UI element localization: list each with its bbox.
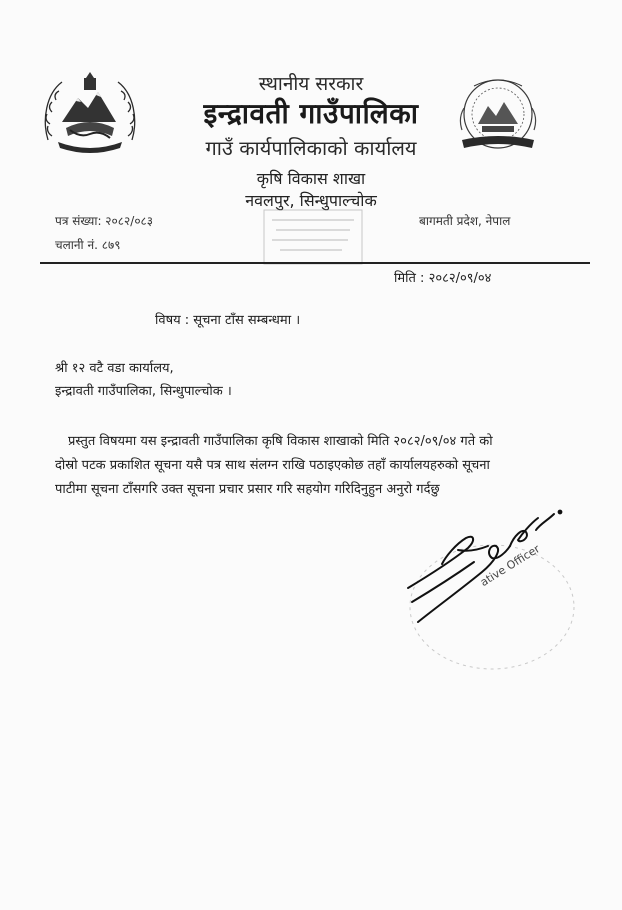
body-line-3: पाटीमा सूचना टाँसगरि उक्त सूचना प्रचार प्रसार गरि सहयोग गरिदिनुहुन अनुरो गर्दछु bbox=[55, 482, 440, 497]
officer-signature bbox=[398, 506, 573, 626]
local-government-subtitle: स्थानीय सरकार bbox=[258, 73, 364, 95]
municipality-title: इन्द्रावती गाउँपालिका bbox=[203, 97, 419, 130]
recipient-line-2: इन्द्रावती गाउँपालिका, सिन्धुपाल्चोक । bbox=[55, 384, 232, 399]
office-stamp bbox=[258, 204, 368, 270]
body-line-2: दोस्रो पटक प्रकाशित सूचना यसै पत्र साथ संलग्न राखि पठाइएकोछ तहाँ कार्यालयहरुको सूचना bbox=[55, 458, 490, 473]
dispatch-number: चलानी नं. ८७९ bbox=[55, 238, 121, 252]
province-label: बागमती प्रदेश, नेपाल bbox=[419, 214, 511, 228]
recipient-line-1: श्री १२ वटै वडा कार्यालय, bbox=[55, 361, 174, 376]
office-title: गाउँ कार्यपालिकाको कार्यालय bbox=[205, 136, 417, 160]
seal-text: ative Officer bbox=[478, 542, 543, 590]
header-divider bbox=[40, 262, 590, 264]
letter-reference-number: पत्र संख्या: २०८२/०८३ bbox=[55, 214, 154, 228]
branch-name: कृषि विकास शाखा bbox=[256, 169, 366, 188]
office-address: नवलपुर, सिन्धुपाल्चोक bbox=[245, 191, 377, 210]
letter-subject: विषय : सूचना टाँस सम्बन्धमा । bbox=[155, 313, 301, 328]
letter-date: मिति : २०८२/०९/०४ bbox=[394, 271, 492, 286]
body-line-1: प्रस्तुत विषयमा यस इन्द्रावती गाउँपालिका कृषि विकास शाखाको मिति २०८२/०९/०४ गते को bbox=[68, 434, 493, 449]
